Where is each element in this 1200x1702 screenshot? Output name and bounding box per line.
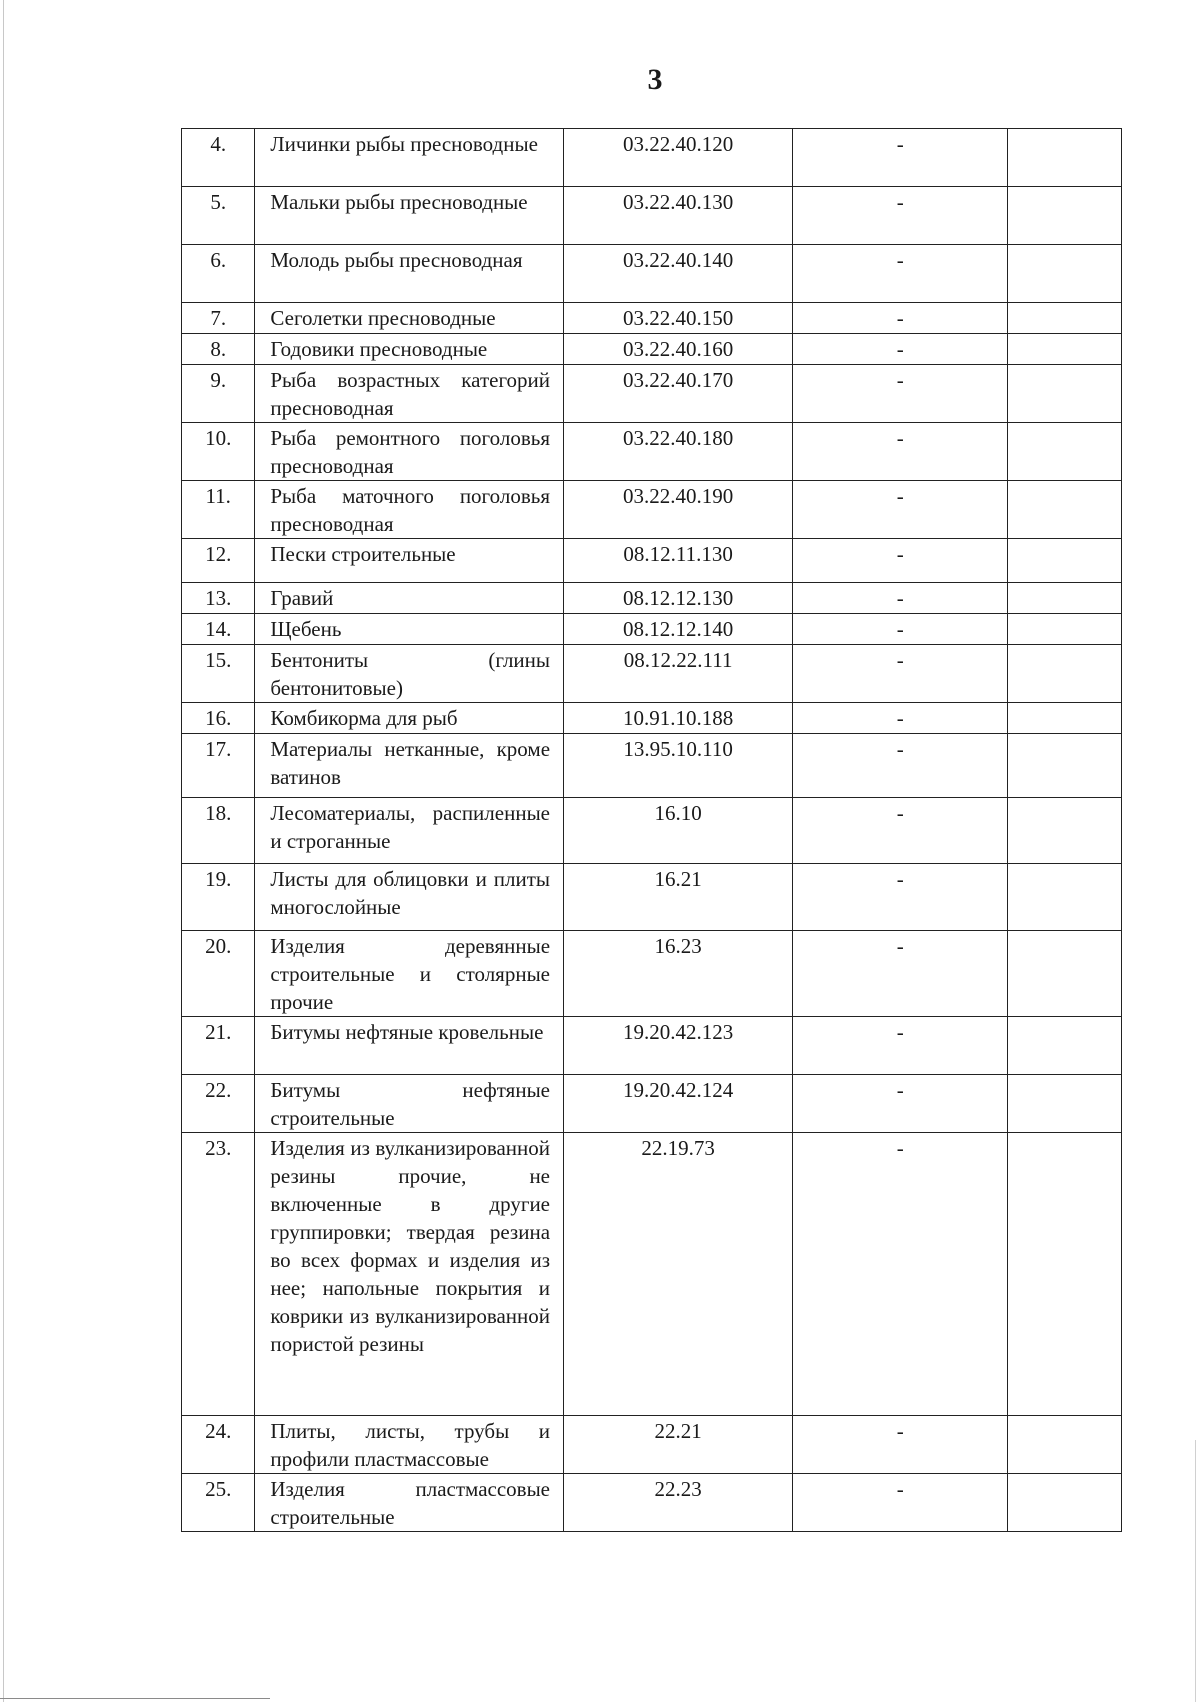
value-cell xyxy=(793,245,1008,303)
empty-cell xyxy=(1008,423,1122,481)
value-dash: - xyxy=(896,1020,904,1044)
product-code-cell xyxy=(564,1474,793,1532)
product-code-cell xyxy=(564,703,793,734)
product-code: 22.23 xyxy=(654,1477,702,1501)
row-number: 8. xyxy=(182,334,255,365)
product-name-cell xyxy=(255,481,564,539)
product-code: 22.21 xyxy=(654,1419,702,1443)
product-name-cell xyxy=(255,614,564,645)
row-number: 14. xyxy=(182,614,255,645)
product-code-cell xyxy=(564,1017,793,1075)
table-row xyxy=(182,1017,1122,1075)
empty-cell xyxy=(1008,1075,1122,1133)
product-name: Личинки рыбы пресноводные xyxy=(270,132,538,156)
product-code: 03.22.40.130 xyxy=(623,190,734,214)
product-code: 03.22.40.190 xyxy=(623,484,734,508)
empty-cell xyxy=(1008,129,1122,187)
empty-cell xyxy=(1008,1133,1122,1416)
product-name-cell xyxy=(255,645,564,703)
value-cell xyxy=(793,1075,1008,1133)
value-dash: - xyxy=(896,484,904,508)
product-code: 08.12.22.111 xyxy=(623,648,733,672)
value-cell xyxy=(793,1416,1008,1474)
table-body xyxy=(182,129,1122,1532)
table-row xyxy=(182,931,1122,1017)
row-number: 25. xyxy=(182,1474,255,1532)
table-row xyxy=(182,187,1122,245)
row-number: 24. xyxy=(182,1416,255,1474)
product-code: 16.21 xyxy=(654,867,702,891)
product-name-cell xyxy=(255,703,564,734)
product-name-cell xyxy=(255,539,564,583)
table-row xyxy=(182,583,1122,614)
row-number: 10. xyxy=(182,423,255,481)
product-name-cell xyxy=(255,864,564,931)
empty-cell xyxy=(1008,1474,1122,1532)
product-code-cell xyxy=(564,1133,793,1416)
table-row xyxy=(182,1474,1122,1532)
value-cell xyxy=(793,583,1008,614)
product-name: Рыба ремонтного поголовья пресноводная xyxy=(270,426,551,478)
empty-cell xyxy=(1008,931,1122,1017)
value-dash: - xyxy=(896,132,904,156)
value-cell xyxy=(793,303,1008,334)
row-number: 4. xyxy=(182,129,255,187)
row-number: 9. xyxy=(182,365,255,423)
value-cell xyxy=(793,798,1008,864)
table-row xyxy=(182,303,1122,334)
value-dash: - xyxy=(896,248,904,272)
product-name-cell xyxy=(255,365,564,423)
empty-cell xyxy=(1008,734,1122,798)
table-row xyxy=(182,334,1122,365)
row-number: 19. xyxy=(182,864,255,931)
row-number: 11. xyxy=(182,481,255,539)
value-dash: - xyxy=(896,934,904,958)
product-name: Лесоматериалы, распиленные и строганные xyxy=(270,801,551,853)
product-code: 22.19.73 xyxy=(641,1136,715,1160)
row-number: 20. xyxy=(182,931,255,1017)
table-row xyxy=(182,734,1122,798)
row-number: 15. xyxy=(182,645,255,703)
product-code-cell xyxy=(564,481,793,539)
product-name-cell xyxy=(255,334,564,365)
product-name: Сеголетки пресноводные xyxy=(270,306,496,330)
product-code-cell xyxy=(564,303,793,334)
product-code-cell xyxy=(564,245,793,303)
empty-cell xyxy=(1008,798,1122,864)
value-dash: - xyxy=(896,306,904,330)
product-name: Годовики пресноводные xyxy=(270,337,488,361)
value-dash: - xyxy=(896,617,904,641)
product-code: 03.22.40.140 xyxy=(623,248,734,272)
product-code-cell xyxy=(564,423,793,481)
product-code: 03.22.40.160 xyxy=(623,337,734,361)
product-name: Рыба возрастных категорий пресноводная xyxy=(270,368,551,420)
product-name: Материалы нетканные, кроме ватинов xyxy=(270,737,551,789)
product-code-cell xyxy=(564,187,793,245)
product-code-cell xyxy=(564,1075,793,1133)
empty-cell xyxy=(1008,187,1122,245)
product-name: Листы для облицовки и плиты многослойные xyxy=(270,867,551,919)
value-cell xyxy=(793,614,1008,645)
table-row xyxy=(182,1133,1122,1416)
empty-cell xyxy=(1008,245,1122,303)
table-row xyxy=(182,129,1122,187)
table-row xyxy=(182,645,1122,703)
value-dash: - xyxy=(896,337,904,361)
product-code-cell xyxy=(564,1416,793,1474)
value-cell xyxy=(793,734,1008,798)
row-number: 23. xyxy=(182,1133,255,1416)
value-dash: - xyxy=(896,368,904,392)
value-dash: - xyxy=(896,586,904,610)
product-name: Рыба маточного поголовья пресноводная xyxy=(270,484,551,536)
table-row xyxy=(182,614,1122,645)
value-dash: - xyxy=(896,190,904,214)
table-row xyxy=(182,423,1122,481)
value-dash: - xyxy=(896,1477,904,1501)
product-code: 08.12.12.140 xyxy=(623,617,734,641)
product-code: 03.22.40.170 xyxy=(623,368,734,392)
row-number: 22. xyxy=(182,1075,255,1133)
product-code: 16.10 xyxy=(654,801,702,825)
empty-cell xyxy=(1008,334,1122,365)
table-row xyxy=(182,365,1122,423)
product-code-cell xyxy=(564,734,793,798)
value-dash: - xyxy=(896,1078,904,1102)
empty-cell xyxy=(1008,1416,1122,1474)
value-cell xyxy=(793,931,1008,1017)
product-code-cell xyxy=(564,645,793,703)
value-dash: - xyxy=(896,737,904,761)
row-number: 13. xyxy=(182,583,255,614)
product-code: 13.95.10.110 xyxy=(623,737,733,761)
row-number: 21. xyxy=(182,1017,255,1075)
value-dash: - xyxy=(896,801,904,825)
product-code-cell xyxy=(564,583,793,614)
value-dash: - xyxy=(896,1419,904,1443)
product-code: 08.12.11.130 xyxy=(623,542,733,566)
product-name: Битумы нефтяные кровельные xyxy=(270,1020,544,1044)
table-row xyxy=(182,703,1122,734)
value-dash: - xyxy=(896,426,904,450)
product-code: 03.22.40.120 xyxy=(623,132,734,156)
product-name-cell xyxy=(255,1017,564,1075)
product-code: 03.22.40.180 xyxy=(623,426,734,450)
product-name-cell xyxy=(255,303,564,334)
product-code: 03.22.40.150 xyxy=(623,306,734,330)
value-cell xyxy=(793,703,1008,734)
product-name-cell xyxy=(255,187,564,245)
product-code-cell xyxy=(564,365,793,423)
product-name: Молодь рыбы пресноводная xyxy=(270,248,523,272)
table-row xyxy=(182,481,1122,539)
empty-cell xyxy=(1008,864,1122,931)
product-name-cell xyxy=(255,423,564,481)
product-code-table xyxy=(181,128,1122,1532)
empty-cell xyxy=(1008,365,1122,423)
product-name-cell xyxy=(255,734,564,798)
product-name-cell xyxy=(255,1075,564,1133)
empty-cell xyxy=(1008,1017,1122,1075)
product-name-cell xyxy=(255,129,564,187)
value-dash: - xyxy=(896,648,904,672)
value-cell xyxy=(793,481,1008,539)
scan-edge-left xyxy=(3,0,4,1702)
product-code: 08.12.12.130 xyxy=(623,586,734,610)
value-cell xyxy=(793,365,1008,423)
row-number: 17. xyxy=(182,734,255,798)
value-cell xyxy=(793,645,1008,703)
empty-cell xyxy=(1008,481,1122,539)
product-name: Комбикорма для рыб xyxy=(270,706,458,730)
product-name: Мальки рыбы пресноводные xyxy=(270,190,528,214)
value-cell xyxy=(793,864,1008,931)
product-code-cell xyxy=(564,864,793,931)
product-name-cell xyxy=(255,931,564,1017)
table-row xyxy=(182,245,1122,303)
product-code-cell xyxy=(564,798,793,864)
product-code: 19.20.42.124 xyxy=(623,1078,734,1102)
table-row xyxy=(182,539,1122,583)
product-name: Плиты, листы, трубы и профили пластмассовые xyxy=(270,1419,551,1471)
row-number: 12. xyxy=(182,539,255,583)
empty-cell xyxy=(1008,645,1122,703)
value-cell xyxy=(793,1133,1008,1416)
product-code-cell xyxy=(564,931,793,1017)
row-number: 6. xyxy=(182,245,255,303)
value-cell xyxy=(793,1017,1008,1075)
product-name-cell xyxy=(255,798,564,864)
product-code: 16.23 xyxy=(654,934,702,958)
product-name: Пески строительные xyxy=(270,542,456,566)
product-name: Изделия из вулканизированной резины прочие, не включенные в другие группировки; твердая резина во всех формах и изделия из нее; напольные покрытия и коврики из вулканизированной пористой резины xyxy=(270,1136,551,1356)
product-code: 10.91.10.188 xyxy=(623,706,734,730)
product-name: Изделия пластмассовые строительные xyxy=(270,1477,551,1529)
empty-cell xyxy=(1008,539,1122,583)
row-number: 5. xyxy=(182,187,255,245)
row-number: 18. xyxy=(182,798,255,864)
product-name: Бентониты (глины бентонитовые) xyxy=(270,648,551,700)
table-row xyxy=(182,864,1122,931)
product-name-cell xyxy=(255,583,564,614)
value-dash: - xyxy=(896,542,904,566)
page-number: 3 xyxy=(647,63,663,96)
product-name-cell xyxy=(255,1474,564,1532)
product-name: Щебень xyxy=(270,617,342,641)
product-code-cell xyxy=(564,334,793,365)
value-dash: - xyxy=(896,1136,904,1160)
value-cell xyxy=(793,334,1008,365)
row-number: 7. xyxy=(182,303,255,334)
value-dash: - xyxy=(896,706,904,730)
product-name: Изделия деревянные строительные и столярные прочие xyxy=(270,934,551,1014)
empty-cell xyxy=(1008,583,1122,614)
product-code-cell xyxy=(564,129,793,187)
product-code-cell xyxy=(564,539,793,583)
value-cell xyxy=(793,539,1008,583)
scan-edge-right xyxy=(1195,1440,1196,1702)
product-name: Гравий xyxy=(270,586,334,610)
row-number: 16. xyxy=(182,703,255,734)
product-code: 19.20.42.123 xyxy=(623,1020,734,1044)
empty-cell xyxy=(1008,303,1122,334)
empty-cell xyxy=(1008,614,1122,645)
scan-bottom-line xyxy=(0,1698,270,1699)
table-row xyxy=(182,1416,1122,1474)
value-cell xyxy=(793,187,1008,245)
product-name-cell xyxy=(255,245,564,303)
value-dash: - xyxy=(896,867,904,891)
product-name: Битумы нефтяные строительные xyxy=(270,1078,551,1130)
empty-cell xyxy=(1008,703,1122,734)
value-cell xyxy=(793,1474,1008,1532)
product-code-cell xyxy=(564,614,793,645)
table-row xyxy=(182,1075,1122,1133)
table-row xyxy=(182,798,1122,864)
value-cell xyxy=(793,129,1008,187)
product-name-cell xyxy=(255,1416,564,1474)
product-name-cell xyxy=(255,1133,564,1416)
value-cell xyxy=(793,423,1008,481)
